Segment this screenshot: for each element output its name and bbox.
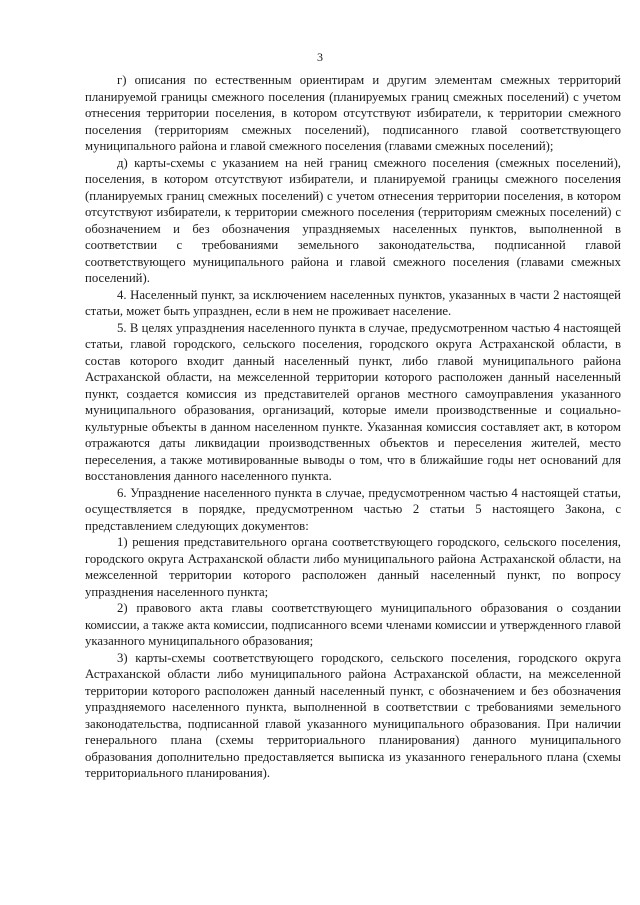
paragraph-6-item-2: 2) правового акта главы соответствующего муниципального образования о создании комиссии, а также акта комиссии, подписанного всеми членами комиссии и утвержденного главой указанного муниципального образования; (85, 601, 621, 648)
paragraph-6-item-1: 1) решения представительного органа соответствующего городского, сельского поселения, городского округа Астраханской области либо муниципального района Астраханской области, на межселенной территории которого расположен данный населенный пункт, по вопросу упразднения населенного пункта; (85, 535, 621, 599)
page-number: 3 (317, 50, 323, 64)
paragraph-g: г) описания по естественным ориентирам и другим элементам смежных территорий планируемой границы смежного поселения (планируемых границ смежных поселений) с учетом отнесения территории поселения, в котором отсутствуют избиратели, к территории смежного поселения (территориям смежных поселений), подписанного главой соответствующего муниципального района и главой смежного поселения (главами смежных поселений); (85, 73, 621, 153)
paragraph-5: 5. В целях упразднения населенного пункта в случае, предусмотренном частью 4 настоящей статьи, главой городского, сельского поселения, городского округа Астраханской области, в состав которого входит данный населенный пункт, либо главой муниципального района Астраханской области, на межселенной территории которого расположен данный населенный пункт, создается комиссия из представителей органов местного самоуправления указанного муниципального образования, организаций, которые имели производственные и социально-культурные объекты в данном населенном пункте. Указанная комиссия составляет акт, в котором отражаются даты ликвидации производственных объектов и переселения жителей, место переселения, а также мотивированные выводы о том, что в ближайшие годы нет оснований для восстановления данного населенного пункта. (85, 320, 621, 483)
paragraph-4: 4. Населенный пункт, за исключением населенных пунктов, указанных в части 2 настоящей статьи, может быть упразднен, если в нем не проживает население. (85, 287, 621, 318)
paragraph-d: д) карты-схемы с указанием на ней границ смежного поселения (смежных поселений), поселения, в котором отсутствуют избиратели, и планируемой границы смежного поселения (планируемых границ смежных поселений) с учетом отнесения территории поселения, в котором отсутствуют избиратели, к территории смежного поселения (территориям смежных поселений) с обозначением и без обозначения упраздняемых населенных пунктов, выполненной в соответствии с требованиями земельного законодательства, подписанной главой соответствующего муниципального района и главой смежного поселения (главами смежных поселений). (85, 155, 621, 285)
paragraph-6-item-3: 3) карты-схемы соответствующего городского, сельского поселения, городского округа Астраханской области либо муниципального района Астраханской области, на межселенной территории которого расположен данный населенный пункт, с обозначением и без обозначения упраздняемого населенного пункта, выполненной в соответствии с требованиями земельного законодательства, подписанной главой указанного муниципального образования. При наличии генерального плана (схемы территориального планирования) данного муниципального образования дополнительно предоставляется выписка из указанного генерального плана (схемы территориального планирования). (85, 650, 621, 780)
paragraph-6: 6. Упразднение населенного пункта в случае, предусмотренном частью 4 настоящей статьи, осуществляется в порядке, предусмотренном частью 2 статьи 5 настоящего Закона, с представлением следующих документов: (85, 485, 621, 533)
document-body (85, 72, 621, 782)
